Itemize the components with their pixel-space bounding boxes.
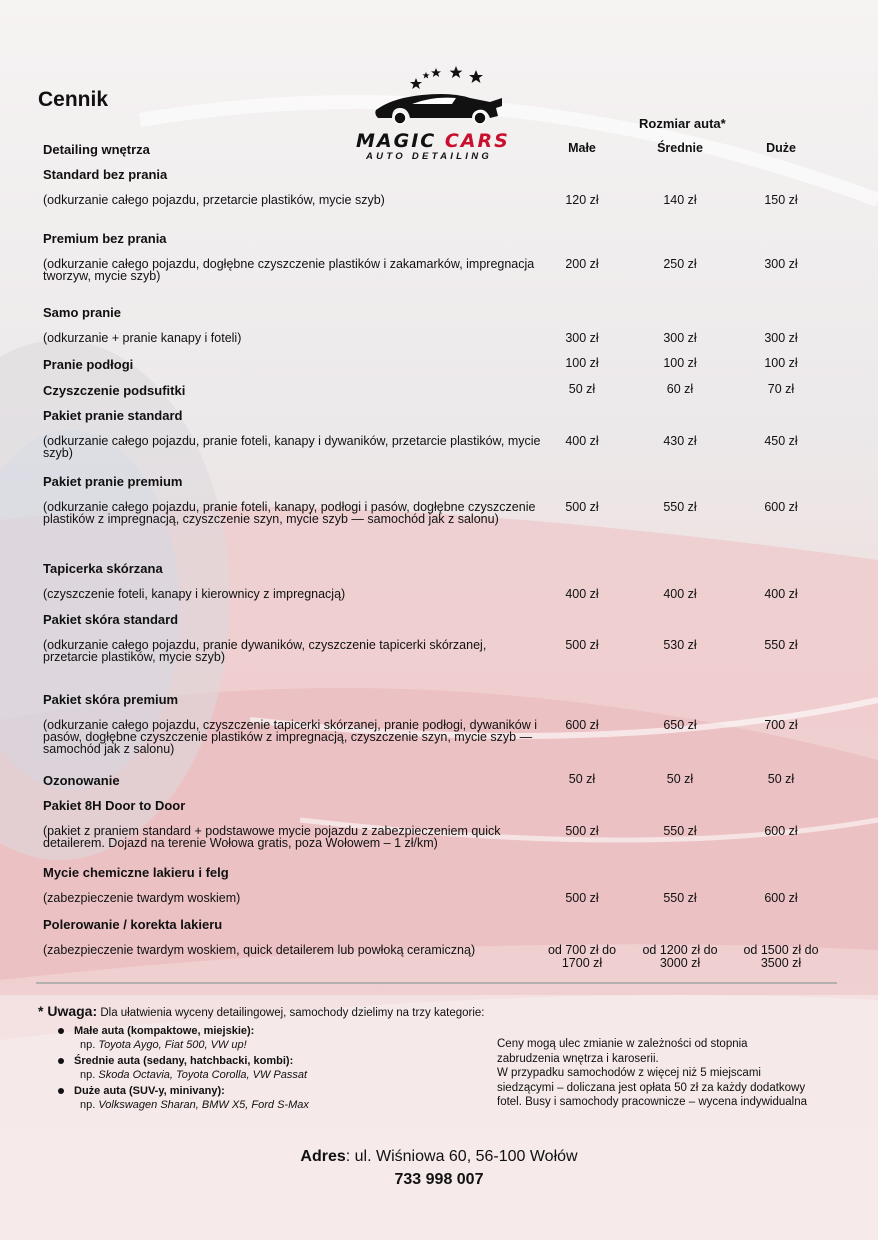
service-name: Czyszczenie podsufitki <box>43 383 186 398</box>
divider <box>36 982 837 984</box>
price-small: 50 zł <box>568 772 596 786</box>
bullet-icon <box>58 1058 64 1064</box>
service-description: (zabezpieczenie twardym woskiem, quick detailerem lub powłoką ceramiczną) <box>43 943 476 957</box>
price-small: 500 zł <box>565 638 599 652</box>
price-large: 300 zł <box>764 257 798 271</box>
logo-subtitle: AUTO DETAILING <box>366 151 493 162</box>
price-small: od 700 zł do 1700 zł <box>547 943 617 970</box>
price-small: 500 zł <box>565 824 599 838</box>
price-medium: 650 zł <box>663 718 697 732</box>
column-header-small: Małe <box>568 141 596 155</box>
logo-word-magic: MAGIC <box>356 130 437 152</box>
price-medium: 250 zł <box>663 257 697 271</box>
remark-line: fotel. Busy i samochody pracownicze – wycena indywidualna <box>497 1096 808 1108</box>
service-description: (pakiet z praniem standard + podstawowe mycie pojazdu z zabezpieczeniem quick detailerem. Dojazd na terenie Wołowa gratis, poza Wołowem – 1 zł/km) <box>43 824 501 850</box>
service-name: Pakiet skóra standard <box>43 612 179 627</box>
service-description: (czyszczenie foteli, kanapy i kierownicy z impregnacją) <box>43 587 346 601</box>
service-description: (odkurzanie całego pojazdu, pranie foteli, kanapy, podłogi i pasów, dogłębne czyszczenie plastików z impregnacją, czyszczenie szyn, mycie szyb — samochód jak z salonu) <box>43 500 536 526</box>
service-name: Tapicerka skórzana <box>43 561 163 576</box>
price-small: 120 zł <box>565 193 599 207</box>
service-name: Pakiet skóra premium <box>43 692 179 707</box>
price-medium: 300 zł <box>663 331 697 345</box>
price-small: 600 zł <box>565 718 599 732</box>
price-medium: 400 zł <box>663 587 697 601</box>
note-text: Dla ułatwienia wyceny detailingowej, samochody dzielimy na trzy kategorie: <box>100 1007 485 1019</box>
example-cars: Skoda Octavia, Toyota Corolla, VW Passat <box>98 1069 308 1081</box>
price-medium: 550 zł <box>663 891 697 905</box>
price-medium: 550 zł <box>663 500 697 514</box>
price-large: od 1500 zł do 3500 zł <box>743 943 819 970</box>
size-header: Rozmiar auta* <box>639 116 726 131</box>
list-item <box>40 1055 440 1081</box>
service-name: Standard bez prania <box>43 167 168 182</box>
example-cars: Volkswagen Sharan, BMW X5, Ford S-Max <box>98 1099 309 1111</box>
service-name: Pakiet pranie premium <box>43 474 183 489</box>
address-text: : ul. Wiśniowa 60, 56-100 Wołów <box>345 1148 578 1165</box>
category-name: Duże auta (SUV-y, minivany): <box>74 1085 225 1097</box>
price-medium: 430 zł <box>663 434 697 448</box>
logo-word-cars: CARS <box>444 130 510 152</box>
section-title: Detailing wnętrza <box>43 142 150 157</box>
price-medium: od 1200 zł do 3000 zł <box>642 943 718 970</box>
bullet-icon <box>58 1028 64 1034</box>
price-medium: 140 zł <box>663 193 697 207</box>
service-description: (odkurzanie całego pojazdu, przetarcie plastików, mycie szyb) <box>43 193 385 207</box>
service-name: Samo pranie <box>43 305 122 320</box>
price-small: 50 zł <box>568 382 596 396</box>
pricing-remarks <box>497 1037 847 1110</box>
price-medium: 530 zł <box>663 638 697 652</box>
remark-line: Ceny mogą ulec zmianie w zależności od stopnia <box>497 1038 748 1050</box>
price-small: 500 zł <box>565 891 599 905</box>
remark-line: zabrudzenia wnętrza i karoserii. <box>497 1052 659 1065</box>
price-large: 50 zł <box>767 772 795 786</box>
note <box>38 1003 484 1019</box>
category-name: Średnie auta (sedany, hatchbacki, kombi): <box>74 1055 294 1067</box>
list-item <box>40 1025 440 1051</box>
price-large: 600 zł <box>764 500 798 514</box>
price-large: 550 zł <box>764 638 798 652</box>
service-name: Ozonowanie <box>43 773 120 788</box>
example-prefix: np. <box>80 1069 96 1081</box>
price-large: 700 zł <box>764 718 798 732</box>
address <box>0 1148 878 1166</box>
price-small: 200 zł <box>565 257 599 271</box>
size-categories <box>40 1025 440 1115</box>
category-examples <box>40 1069 440 1081</box>
service-description: (odkurzanie + pranie kanapy i foteli) <box>43 331 242 345</box>
service-description: (odkurzanie całego pojazdu, pranie dywaników, czyszczenie tapicerki skórzanej, przetarcie plastików, mycie szyb) <box>43 638 487 664</box>
service-name: Mycie chemiczne lakieru i felg <box>43 865 229 880</box>
logo-wordmark <box>356 130 510 152</box>
list-item <box>40 1085 440 1111</box>
service-name: Pranie podłogi <box>43 357 134 372</box>
price-large: 70 zł <box>767 382 795 396</box>
category-name: Małe auta (kompaktowe, miejskie): <box>74 1025 255 1037</box>
price-large: 600 zł <box>764 824 798 838</box>
example-prefix: np. <box>80 1039 96 1051</box>
price-large: 100 zł <box>764 356 798 370</box>
example-prefix: np. <box>80 1099 96 1111</box>
price-small: 300 zł <box>565 331 599 345</box>
category-examples <box>40 1099 440 1111</box>
service-description: (odkurzanie całego pojazdu, pranie foteli, kanapy i dywaników, przetarcie plastików, mycie szyb) <box>43 434 541 460</box>
bullet-icon <box>58 1088 64 1094</box>
price-small: 100 zł <box>565 356 599 370</box>
category-examples <box>40 1039 440 1051</box>
service-description: (zabezpieczenie twardym woskiem) <box>43 891 241 905</box>
phone-number[interactable]: 733 998 007 <box>394 1171 484 1188</box>
remark-line: W przypadku samochodów z więcej niż 5 miejscami <box>497 1067 761 1079</box>
price-medium: 550 zł <box>663 824 697 838</box>
price-large: 400 zł <box>764 587 798 601</box>
service-description: (odkurzanie całego pojazdu, dogłębne czyszczenie plastików i zakamarków, impregnacja tworzyw, mycie szyb) <box>43 257 535 283</box>
price-large: 450 zł <box>764 434 798 448</box>
service-name: Pakiet 8H Door to Door <box>43 798 186 813</box>
price-medium: 100 zł <box>663 356 697 370</box>
price-medium: 50 zł <box>666 772 694 786</box>
example-cars: Toyota Aygo, Fiat 500, VW up! <box>98 1039 247 1051</box>
star-icon <box>410 66 483 89</box>
page-title: Cennik <box>38 88 109 111</box>
remark-line: siedzącymi – doliczana jest opłata 50 zł za każdy dodatkowy <box>497 1081 806 1094</box>
column-header-large: Duże <box>766 141 796 155</box>
service-description: (odkurzanie całego pojazdu, czyszczenie tapicerki skórzanej, pranie podłogi, dywaników i pasów, dogłębne czyszczenie plastików z impregnacją, czyszczenie szyn, mycie szyb — samochód jak z salonu) <box>43 718 538 756</box>
price-small: 400 zł <box>565 587 599 601</box>
column-header-medium: Średnie <box>657 141 703 155</box>
note-label: * Uwaga: <box>38 1003 98 1019</box>
service-name: Premium bez prania <box>43 231 167 246</box>
address-label: Adres <box>300 1148 346 1165</box>
price-large: 300 zł <box>764 331 798 345</box>
service-name: Pakiet pranie standard <box>43 408 183 423</box>
price-large: 150 zł <box>764 193 798 207</box>
price-medium: 60 zł <box>666 382 694 396</box>
price-small: 500 zł <box>565 500 599 514</box>
price-large: 600 zł <box>764 891 798 905</box>
service-name: Polerowanie / korekta lakieru <box>43 917 223 932</box>
price-small: 400 zł <box>565 434 599 448</box>
